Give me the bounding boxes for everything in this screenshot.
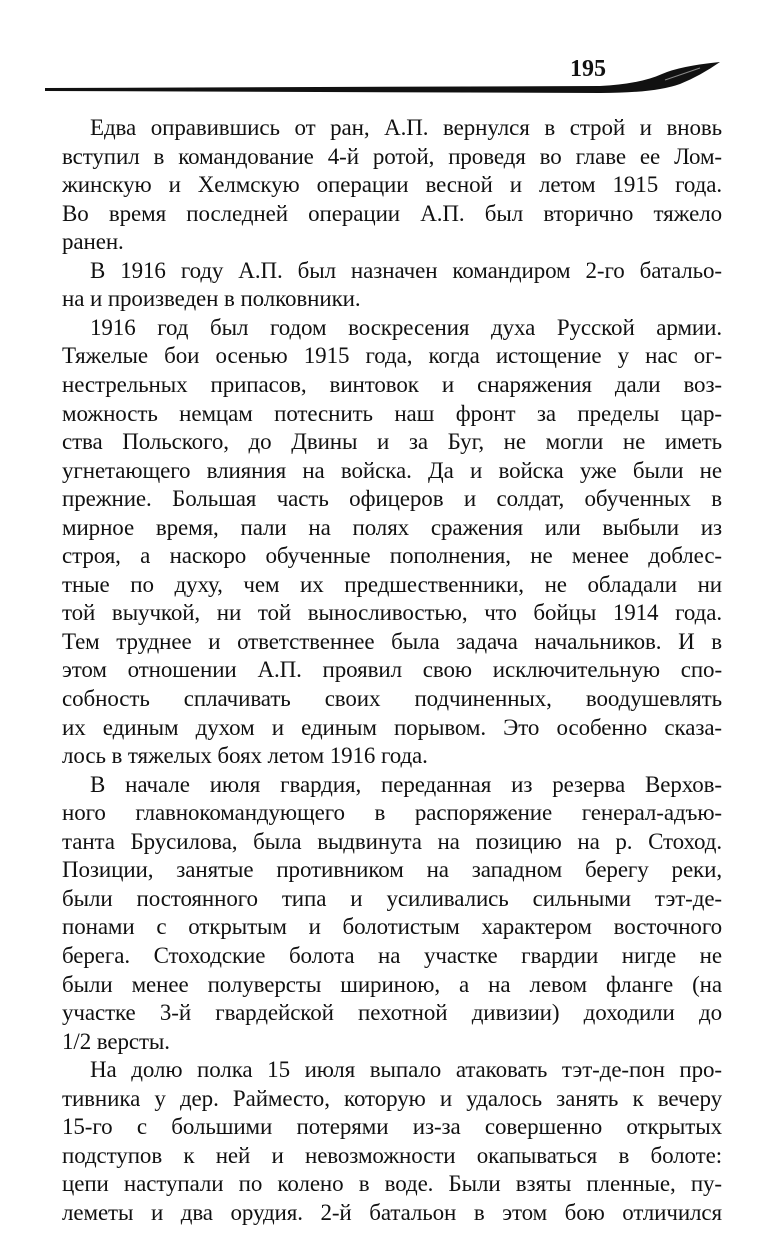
- text-line: 1916 год был годом воскресения духа Русской армии.: [90, 314, 722, 340]
- text-line: на и произведен в полковники.: [62, 286, 361, 312]
- text-line: жинскую и Хелмскую операции весной и летом 1915 года.: [62, 172, 722, 198]
- text-line: ного главнокомандующего в распоряжение генерал-адъю-: [62, 800, 722, 826]
- text-line: 15-го с большими потерями из-за совершенно открытых: [62, 1114, 722, 1140]
- text-line: можность немцам потеснить наш фронт за пределы цар-: [62, 400, 722, 426]
- text-line: их единым духом и единым порывом. Это особенно сказа-: [62, 714, 722, 740]
- text-line: этом отношении А.П. проявил свою исключительную спо-: [62, 657, 722, 683]
- text-line: леметы и два орудия. 2-й батальон в этом бою отличился: [62, 1199, 722, 1225]
- text-line: собность сплачивать своих подчиненных, воодушевлять: [62, 686, 722, 711]
- text-line: танта Брусилова, была выдвинута на позицию на р. Стоход.: [62, 828, 722, 854]
- text-line: тные по духу, чем их предшественники, не обладали ни: [62, 571, 722, 597]
- text-line: Тем труднее и ответственнее была задача начальников. И в: [62, 628, 722, 654]
- text-line: Позиции, занятые противником на западном берегу реки,: [62, 857, 722, 883]
- text-line: В начале июля гвардия, переданная из резерва Верхов-: [90, 771, 722, 797]
- text-line: ства Польского, до Двины и за Буг, не могли не иметь: [62, 429, 722, 455]
- text-line: Едва оправившись от ран, А.П. вернулся в строй и вновь: [90, 115, 722, 140]
- text-line: участке 3-й гвардейской пехотной дивизии) доходили до: [62, 1000, 722, 1026]
- text-line: цепи наступали по колено в воде. Были взяты пленные, пу-: [62, 1171, 722, 1197]
- text-line: понами с открытым и болотистым характером восточного: [62, 914, 722, 940]
- page-number: 195: [570, 56, 606, 82]
- text-line: были постоянного типа и усиливались сильными тэт-де-: [62, 885, 722, 911]
- text-line: ранен.: [62, 229, 124, 255]
- text-line: подступов к ней и невозможности окапываться в болоте:: [62, 1142, 722, 1168]
- text-line: той выучкой, ни той выносливостью, что бойцы 1914 года.: [62, 600, 722, 626]
- text-line: В 1916 году А.П. был назначен командиром 2-го батальо-: [90, 257, 722, 283]
- text-line: тивника у дер. Райместо, которую и удалось занять к вечеру: [62, 1085, 722, 1111]
- text-line: 1/2 версты.: [62, 1028, 170, 1054]
- text-line: берега. Стоходские болота на участке гвардии нигде не: [62, 942, 722, 968]
- text-line: угнетающего влияния на войска. Да и войска уже были не: [62, 457, 722, 483]
- text-line: были менее полуверсты шириною, а на левом фланге (на: [62, 971, 722, 997]
- text-line: прежние. Большая часть офицеров и солдат, обученных в: [62, 486, 722, 512]
- text-line: вступил в командование 4-й ротой, проведя во главе ее Лом-: [62, 143, 722, 169]
- text-line: строя, а наскоро обученные пополнения, не менее доблес-: [62, 543, 722, 569]
- text-line: Во время последней операции А.П. был вторично тяжело: [62, 200, 722, 226]
- text-line: нестрельных припасов, винтовок и снаряжения дали воз-: [62, 371, 722, 397]
- text-line: На долю полка 15 июля выпало атаковать тэт-де-пон про-: [90, 1057, 722, 1083]
- text-line: лось в тяжелых боях летом 1916 года.: [62, 743, 428, 769]
- text-line: Тяжелые бои осенью 1915 года, когда истощение у нас ог-: [62, 343, 722, 369]
- text-line: мирное время, пали на полях сражения или выбыли из: [62, 514, 722, 540]
